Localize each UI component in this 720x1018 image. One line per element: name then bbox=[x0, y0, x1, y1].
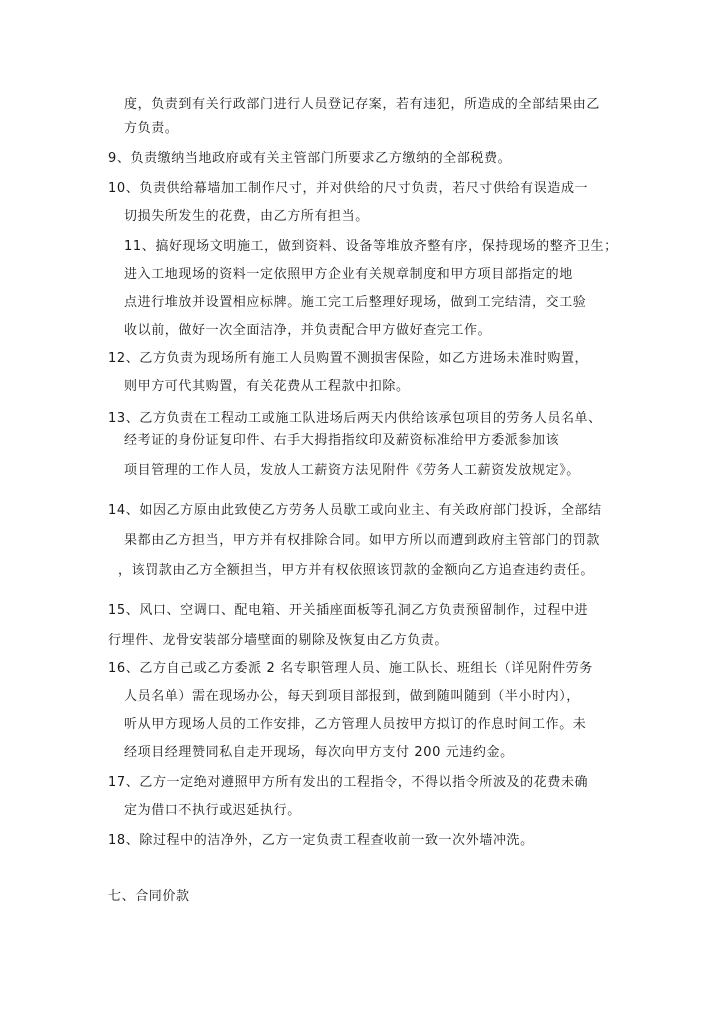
text-line: 10、负责供给幕墙加工制作尺寸，并对供给的尺寸负责，若尺寸供给有误造成一 bbox=[108, 181, 589, 196]
section-heading: 七、合同价款 bbox=[108, 889, 190, 904]
text-line: 定为借口不执行或迟延执行。 bbox=[124, 803, 301, 818]
text-line: 切损失所发生的花费，由乙方所有担当。 bbox=[124, 209, 369, 224]
text-line: 度，负责到有关行政部门进行人员登记存案，若有违犯，所造成的全部结果由乙 bbox=[124, 97, 601, 112]
text-line: 方负责。 bbox=[124, 121, 179, 136]
text-line: 15、风口、空调口、配电箱、开关插座面板等孔洞乙方负责预留制作，过程中进 bbox=[108, 603, 589, 618]
text-line: 听从甲方现场人员的工作安排，乙方管理人员按甲方拟订的作息时间工作。未 bbox=[124, 717, 587, 732]
text-line: 则甲方可代其购置，有关花费从工程款中扣除。 bbox=[124, 379, 410, 394]
text-line: 12、乙方负责为现场所有施工人员购置不测损害保险，如乙方进场未准时购置， bbox=[108, 351, 589, 366]
text-line: 行埋件、龙骨安装部分墙壁面的剔除及恢复由乙方负责。 bbox=[108, 633, 449, 648]
text-line: 18、除过程中的洁净外，乙方一定负责工程查收前一致一次外墙冲洗。 bbox=[108, 833, 534, 848]
text-line: 9、负责缴纳当地政府或有关主管部门所要求乙方缴纳的全部税费。 bbox=[108, 151, 512, 166]
text-line: 果都由乙方担当，甲方并有权排除合同。如甲方所以而遭到政府主管部门的罚款 bbox=[124, 533, 601, 548]
text-line: 进入工地现场的资料一定依照甲方企业有关规章制度和甲方项目部指定的地 bbox=[124, 267, 573, 282]
text-line: 14、如因乙方原由此致使乙方劳务人员歇工或向业主、有关政府部门投诉，全部结 bbox=[108, 503, 602, 518]
text-line: 16、乙方自己或乙方委派 2 名专职管理人员、施工队长、班组长（详见附件劳务 bbox=[108, 661, 593, 676]
text-line: 点进行堆放并设置相应标牌。施工完工后整理好现场，做到工完结清，交工验 bbox=[124, 295, 587, 310]
text-line: 13、乙方负责在工程动工或施工队进场后两天内供给该承包项目的劳务人员名单、 bbox=[108, 411, 602, 426]
text-line: 项目管理的工作人员，发放人工薪资方法见附件《劳务人工薪资发放规定》。 bbox=[124, 463, 580, 478]
text-line: 17、乙方一定绝对遵照甲方所有发出的工程指令，不得以指令所波及的花费未确 bbox=[108, 775, 589, 790]
text-line: ，该罚款由乙方全额担当，甲方并有权依照该罚款的金额向乙方追查违约责任。 bbox=[118, 563, 595, 578]
text-line: 收以前，做好一次全面洁净，并负责配合甲方做好查完工作。 bbox=[124, 323, 492, 338]
text-line: 11、搞好现场文明施工，做到资料、设备等堆放齐整有序，保持现场的整齐卫生； bbox=[124, 239, 618, 254]
text-line: 经考证的身份证复印件、右手大拇指指纹印及薪资标准给甲方委派参加该 bbox=[124, 433, 560, 448]
text-line: 人员名单）需在现场办公，每天到项目部报到，做到随叫随到（半小时内）， bbox=[124, 689, 580, 704]
text-line: 经项目经理赞同私自走开现场，每次向甲方支付 200 元违约金。 bbox=[124, 745, 514, 760]
